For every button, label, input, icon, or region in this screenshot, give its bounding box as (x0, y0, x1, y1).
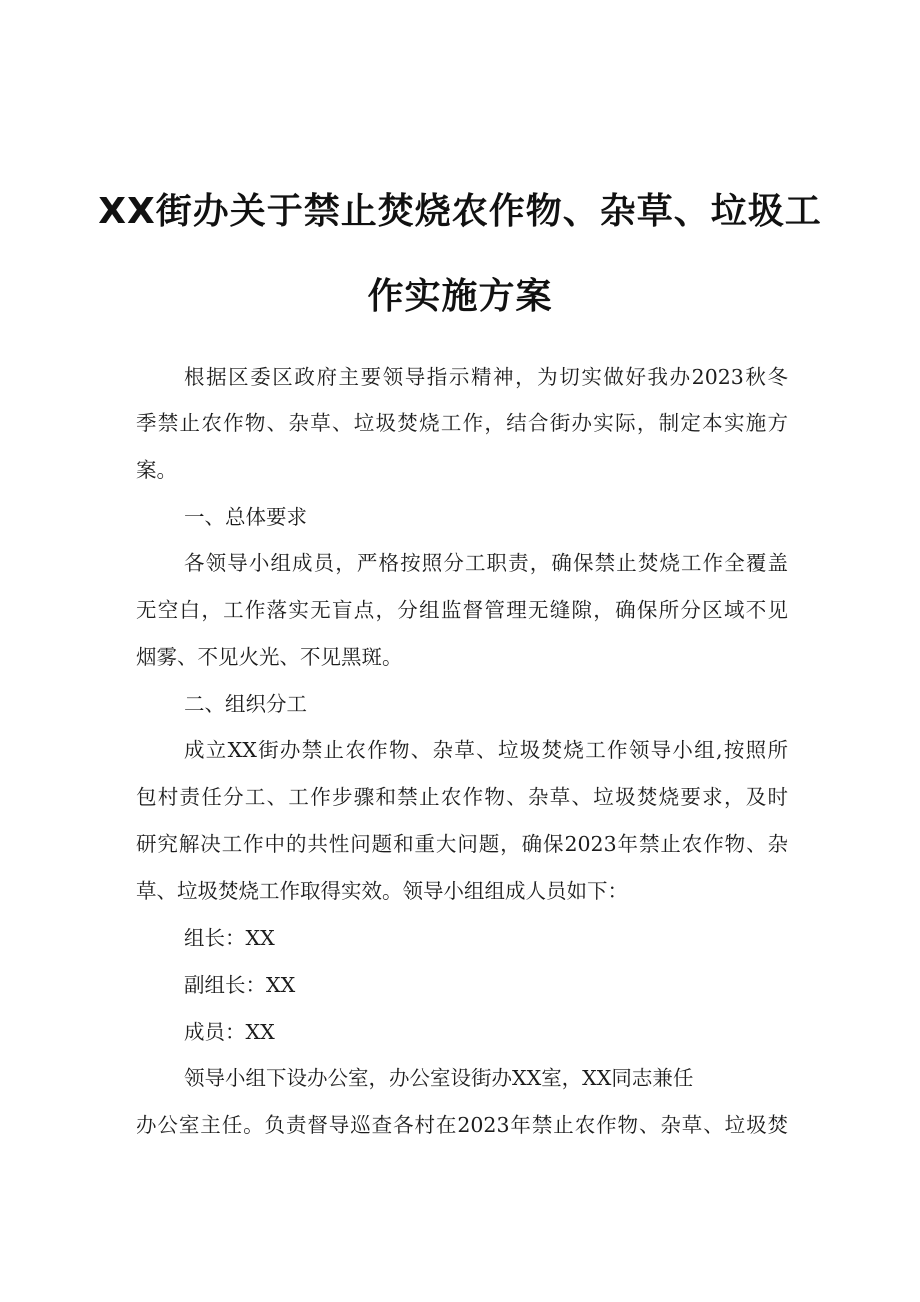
intro-paragraph-line: 根据区委区政府主要领导指示精神，为切实做好我办2023秋冬 (184, 365, 788, 389)
section2-paragraph-line: 研究解决工作中的共性问题和重大问题，确保2023年禁止农作物、杂 (136, 832, 788, 856)
section2-paragraph-line: 成立XX街办禁止农作物、杂草、垃圾焚烧工作领导小组,按照所 (184, 738, 788, 762)
intro-paragraph-line: 案。 (136, 458, 177, 482)
office-paragraph-line: 办公室主任。负责督导巡查各村在2023年禁止农作物、杂草、垃圾焚 (136, 1113, 788, 1137)
section2-paragraph-line: 草、垃圾焚烧工作取得实效。领导小组组成人员如下： (136, 879, 628, 903)
section1-paragraph-line: 各领导小组成员，严格按照分工职责，确保禁止焚烧工作全覆盖 (184, 551, 788, 575)
section1-paragraph-line: 烟雾、不见火光、不见黑斑。 (136, 645, 403, 669)
intro-paragraph-line: 季禁止农作物、杂草、垃圾焚烧工作，结合街办实际，制定本实施方 (136, 411, 788, 435)
group-leader: 组长：XX (184, 926, 275, 950)
deputy-group-leader: 副组长：XX (184, 973, 296, 997)
group-members: 成员：XX (184, 1020, 275, 1044)
section-heading-general-requirements: 一、总体要求 (184, 505, 307, 529)
document-title-line-1: XX街办关于禁止焚烧农作物、杂草、垃圾工 (98, 191, 822, 232)
document-title-line-2: 作实施方案 (367, 276, 553, 317)
section1-paragraph-line: 无空白，工作落实无盲点，分组监督管理无缝隙，确保所分区域不见 (136, 598, 788, 622)
office-paragraph-line: 领导小组下设办公室，办公室设街办XX室，XX同志兼任 (184, 1066, 694, 1090)
section2-paragraph-line: 包村责任分工、工作步骤和禁止农作物、杂草、垃圾焚烧要求，及时 (136, 785, 788, 809)
section-heading-organization: 二、组织分工 (184, 692, 307, 716)
